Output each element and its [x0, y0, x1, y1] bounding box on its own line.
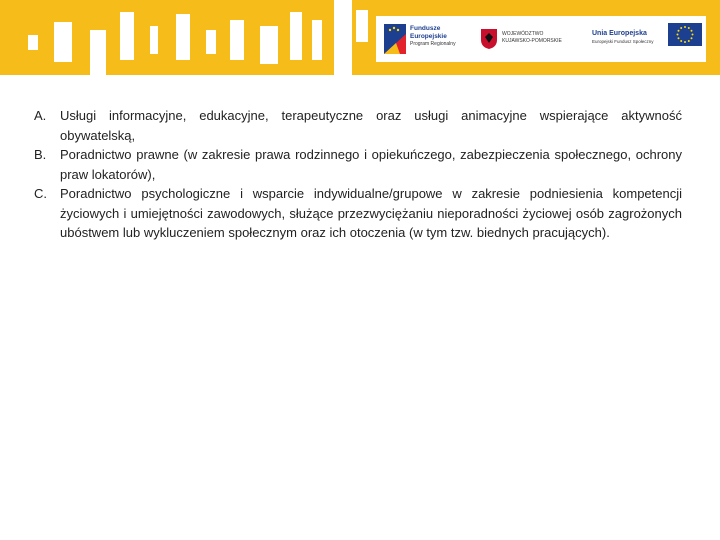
- decorative-block: [334, 0, 352, 75]
- decorative-block: [356, 10, 368, 42]
- decorative-block: [28, 35, 38, 50]
- list-item-marker: C.: [34, 186, 47, 201]
- list-item-marker: B.: [34, 147, 47, 162]
- decorative-block: [90, 30, 106, 75]
- fundusze-line1: Fundusze: [410, 25, 441, 32]
- wojewodztwo-line1: WOJEWÓDZTWO: [502, 31, 544, 37]
- wojewodztwo-line2: KUJAWSKO-POMORSKIE: [502, 37, 562, 44]
- fundusze-europejskie-icon: [384, 24, 406, 54]
- support-list: [34, 106, 682, 243]
- decorative-block: [120, 12, 134, 60]
- fundusze-line2: Europejskie: [410, 32, 447, 40]
- list-item-marker: A.: [34, 108, 47, 123]
- ue-line1: Unia Europejska: [592, 30, 647, 37]
- list-item: [34, 145, 682, 184]
- decorative-block: [230, 20, 244, 60]
- decorative-block: [150, 26, 158, 54]
- decorative-block: [176, 14, 190, 60]
- list-item-text: Poradnictwo prawne (w zakresie prawa rodzinnego i opiekuńczego, zabezpieczenia społecznego, ochrony praw lokatorów),: [60, 147, 682, 182]
- decorative-block: [54, 22, 72, 62]
- fundusze-line3: Program Regionalny: [410, 41, 456, 47]
- wojewodztwo-logo: [478, 16, 570, 62]
- coat-of-arms-icon: [480, 28, 498, 50]
- unia-europejska-logo: [588, 16, 704, 62]
- list-item: [34, 106, 682, 145]
- header-banner: [0, 0, 720, 75]
- eu-flag-icon: [668, 23, 702, 46]
- list-item: [34, 184, 682, 243]
- fundusze-europejskie-logo: [380, 16, 472, 62]
- ue-line2: Europejski Fundusz Społeczny: [592, 39, 654, 44]
- decorative-block: [312, 20, 322, 60]
- decorative-block: [260, 26, 278, 64]
- logo-strip: [376, 16, 706, 62]
- decorative-block: [290, 12, 302, 60]
- list-item-text: Usługi informacyjne, edukacyjne, terapeutyczne oraz usługi animacyjne wspierające aktywność obywatelską,: [60, 108, 682, 143]
- list-item-text: Poradnictwo psychologiczne i wsparcie indywidualne/grupowe w zakresie podniesienia kompetencji życiowych i umiejętności zawodowych, służące przezwyciężaniu nieporadności życiowej osób zagrożonych ubóstwem lub wykluczeniem społecznym oraz ich otoczenia (w tym tzw. biednych pracujących).: [60, 186, 682, 240]
- decorative-block: [206, 30, 216, 54]
